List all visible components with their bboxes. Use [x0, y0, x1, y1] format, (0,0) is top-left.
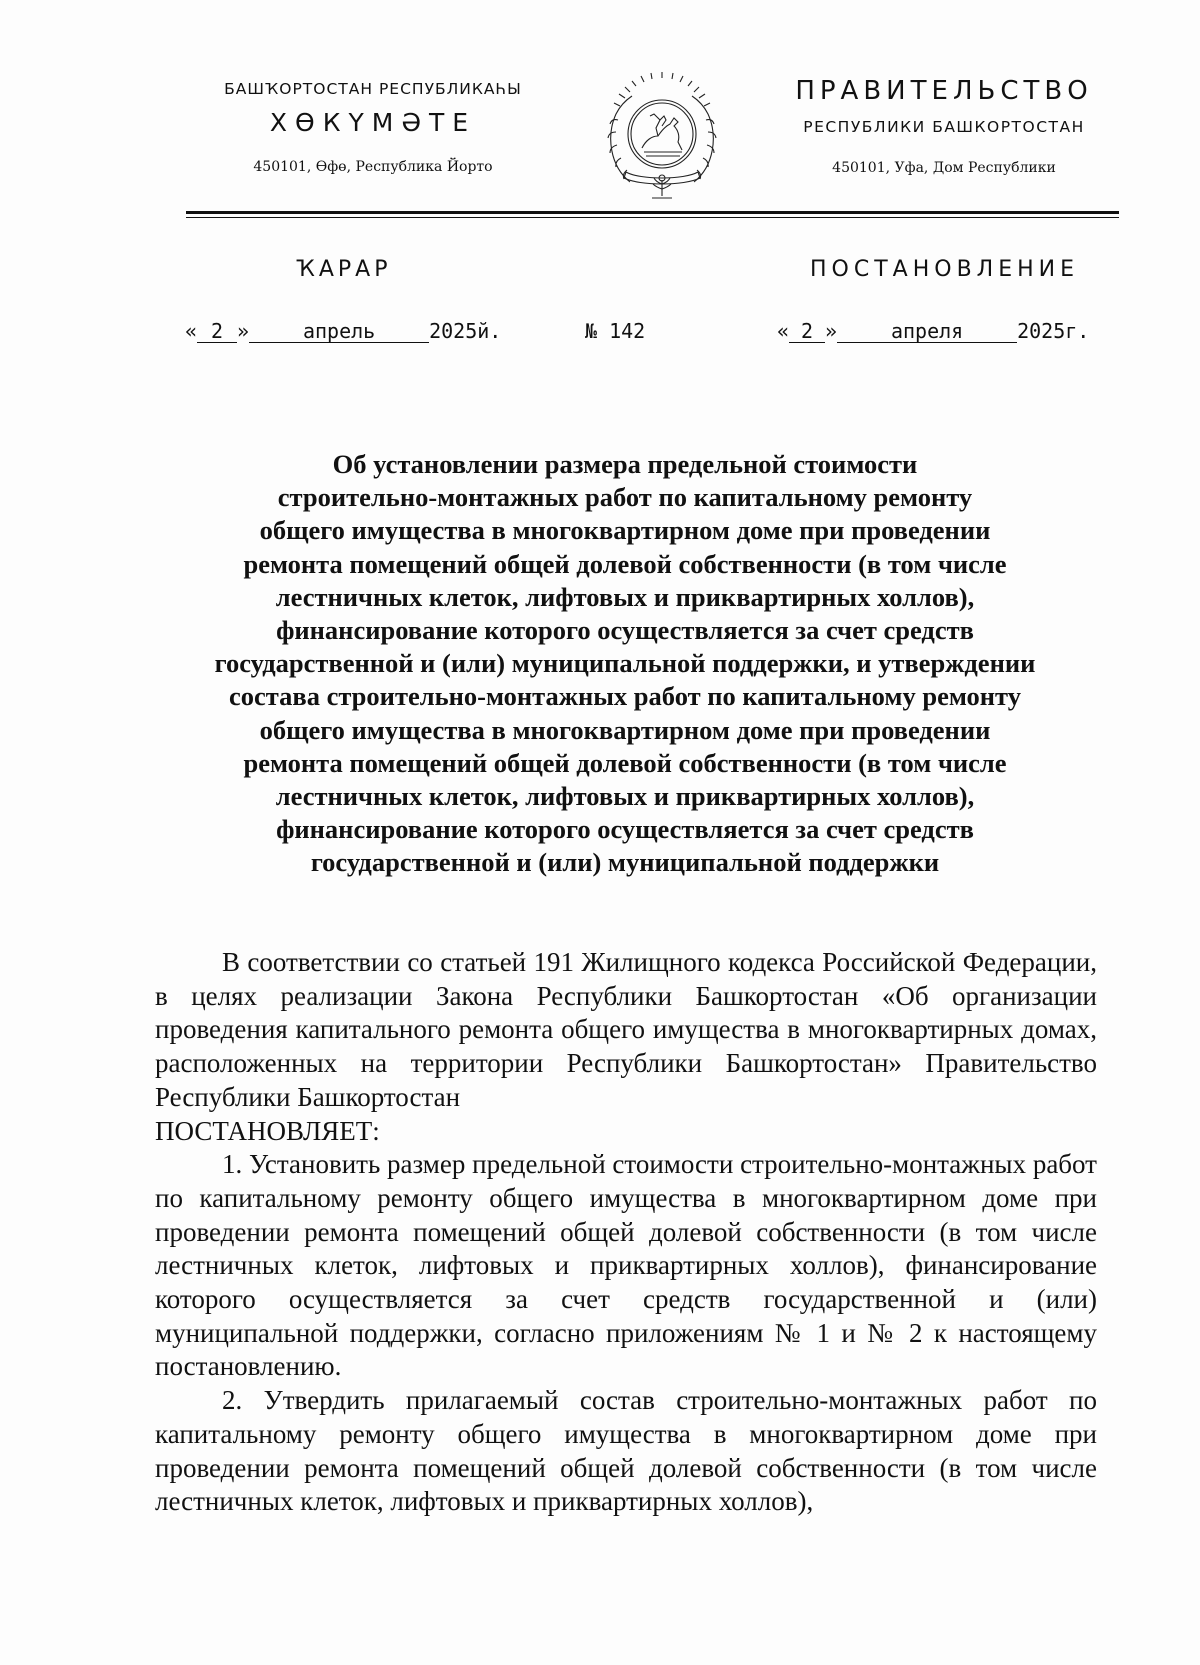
title-line: общего имущества в многоквартирном доме при проведении [259, 515, 991, 546]
title-line: лестничных клеток, лифтовых и приквартирных холлов), [275, 781, 975, 812]
document-title [150, 448, 1100, 880]
item-2-paragraph: 2. Утвердить прилагаемый состав строительно-монтажных работ по капитальному ремонту общего имущества в многоквартирном доме при проведении ремонта помещений общей долевой собственности (в том числе лестничных клеток, лифтовых и приквартирных холлов), [155, 1385, 1097, 1517]
header-russian-republic: РЕСПУБЛИКИ БАШКОРТОСТАН [803, 118, 1085, 136]
title-line: состава строительно-монтажных работ по капитальному ремонту [229, 681, 1021, 712]
date-russian-month: апреля [837, 321, 1017, 343]
date-bashkir-close-quote: » [237, 319, 250, 343]
date-russian-year: 2025г. [1017, 319, 1090, 343]
title-line: строительно-монтажных работ по капитальному ремонту [277, 482, 973, 513]
doc-type-bashkir: ҠАРАР [296, 257, 392, 282]
header-bashkir-republic: БАШҠОРТОСТАН РЕСПУБЛИКАҺЫ [224, 80, 522, 98]
header-bashkir-address: 450101, Өфө, Республика Йорто [253, 159, 493, 175]
coat-of-arms-icon [600, 70, 724, 208]
preamble-paragraph: В соответствии со статьей 191 Жилищного кодекса Российской Федерации, в целях реализации Закона Республики Башкортостан «Об организации проведения капитального ремонта общего имущества в многоквартирных домах, расположенных на территории Республики Башкортостан» Правительство Республики Башкортостан [155, 947, 1097, 1112]
date-bashkir-year: 2025й. [429, 319, 502, 343]
date-russian-close-quote: » [825, 319, 838, 343]
title-line: финансирование которого осуществляется за счет средств [276, 615, 974, 646]
header-russian-government: ПРАВИТЕЛЬСТВО [795, 76, 1093, 106]
document-number: № 142 [585, 319, 646, 343]
date-russian [777, 319, 1089, 343]
document-body [155, 946, 1097, 1519]
title-line: Об установлении размера предельной стоимости [332, 449, 918, 479]
title-line: ремонта помещений общей долевой собственности (в том числе [243, 747, 1007, 778]
header-russian [768, 76, 1120, 176]
date-bashkir [185, 319, 501, 343]
date-russian-open-quote: « [777, 319, 790, 343]
title-line: общего имущества в многоквартирном доме при проведении [259, 714, 991, 745]
header-russian-address: 450101, Уфа, Дом Республики [832, 160, 1056, 176]
title-line: государственной и (или) муниципальной поддержки [310, 847, 940, 878]
doc-type-russian: ПОСТАНОВЛЕНИЕ [810, 257, 1080, 282]
header-divider-thin [186, 217, 1119, 218]
date-russian-day: 2 [789, 321, 825, 343]
title-line: ремонта помещений общей долевой собственности (в том числе [243, 548, 1007, 579]
resolves-word: ПОСТАНОВЛЯЕТ: [155, 1115, 380, 1146]
date-bashkir-day: 2 [197, 321, 237, 343]
header-bashkir-government: ХӨКҮМӘТЕ [269, 108, 477, 137]
title-line: государственной и (или) муниципальной поддержки, и утверждении [214, 648, 1036, 679]
item-1-paragraph: 1. Установить размер предельной стоимости строительно-монтажных работ по капитальному ремонту общего имущества в многоквартирном доме при проведении ремонта помещений общей долевой собственности (в том числе лестничных клеток, лифтовых и приквартирных холлов), финансирование которого осуществляется за счет средств государственной и (или) муниципальной поддержки, согласно приложениям № 1 и № 2 к настоящему постановлению. [155, 1149, 1097, 1382]
date-bashkir-month: апрель [249, 321, 429, 343]
date-bashkir-open-quote: « [185, 319, 198, 343]
header-bashkir [188, 80, 558, 175]
header-divider-thick [186, 211, 1119, 214]
title-line: финансирование которого осуществляется за счет средств [276, 814, 974, 845]
title-line: лестничных клеток, лифтовых и приквартирных холлов), [275, 581, 975, 612]
